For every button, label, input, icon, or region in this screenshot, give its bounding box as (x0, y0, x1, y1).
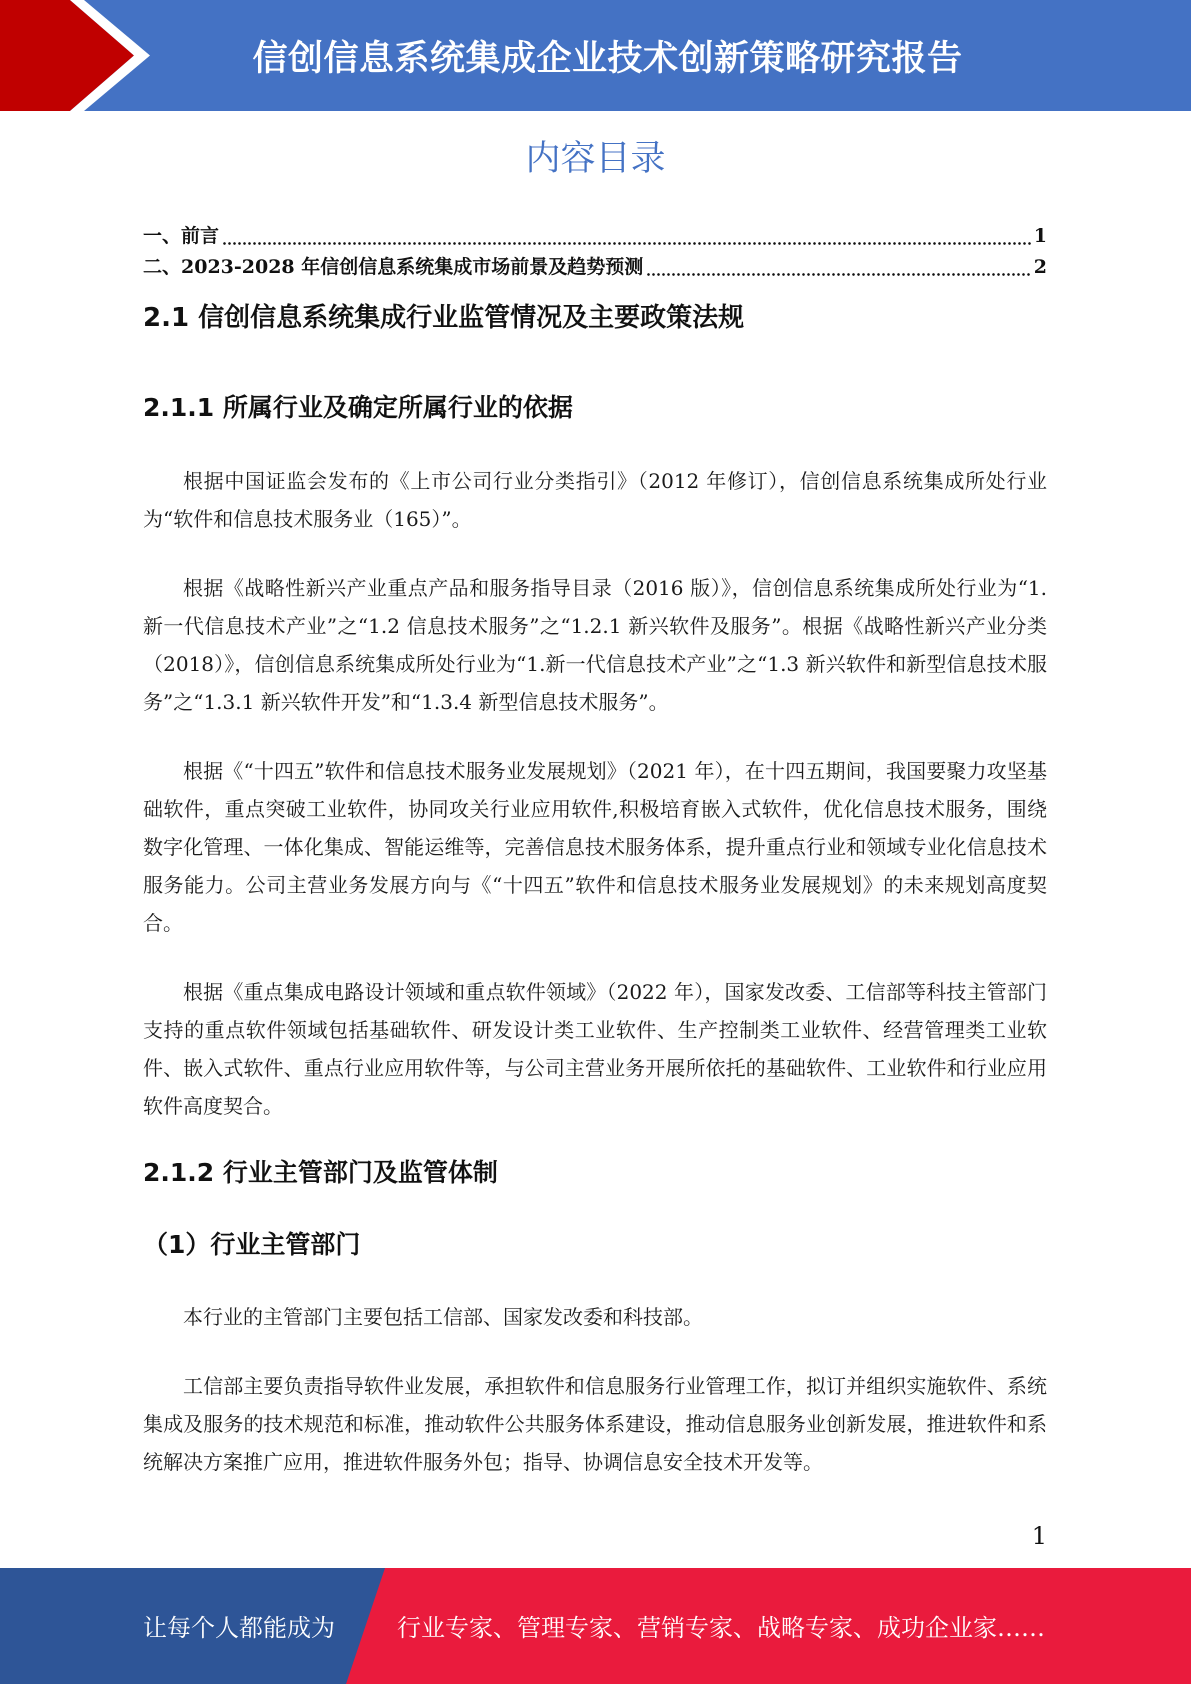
body-paragraph: 本行业的主管部门主要包括工信部、国家发改委和科技部。 (183, 1305, 703, 1329)
report-title: 信创信息系统集成企业技术创新策略研究报告 (252, 38, 963, 79)
main-content (143, 221, 1047, 1481)
body-paragraph: 根据《重点集成电路设计领域和重点软件领域》（2022 年），国家发改委、工信部等科技主管部门支持的重点软件领域包括基础软件、研发设计类工业软件、生产控制类工业软件、经营管理类工业软件、嵌入式软件、重点行业应用软件等，与公司主营业务开展所依托的基础软件、工业软件和行业应用软件高度契合。 (143, 980, 1047, 1118)
toc-list (143, 221, 1047, 283)
body-paragraph: 根据《“十四五”软件和信息技术服务业发展规划》（2021 年），在十四五期间，我国要聚力攻坚基础软件，重点突破工业软件，协同攻关行业应用软件,积极培育嵌入式软件，优化信息技术服务，围绕数字化管理、一体化集成、智能运维等，完善信息技术服务体系，提升重点行业和领域专业化信息技术服务能力。公司主营业务发展方向与《“十四五”软件和信息技术服务业发展规划》的未来规划高度契合。 (143, 759, 1047, 935)
toc-title: 内容目录 (525, 139, 666, 179)
body-paragraph: 根据《战略性新兴产业重点产品和服务指导目录（2016 版）》，信创信息系统集成所处行业为“1.新一代信息技术产业”之“1.2 信息技术服务”之“1.2.1 新兴软件及服务”。根据《战略性新兴产业分类（2018）》，信创信息系统集成所处行业为“1.新一代信息技术产业”之“1.3 新兴软件和新型信息技术服务”之“1.3.1 新兴软件开发”和“1.3.4 新型信息技术服务”。 (143, 576, 1047, 714)
toc-item-label: 一、前言 (143, 225, 220, 247)
header-banner (0, 0, 1191, 111)
footer-slogan-right: 行业专家、管理专家、营销专家、战略专家、成功企业家…… (397, 1614, 1045, 1642)
toc-item[interactable] (143, 221, 1047, 252)
page-number: 1 (1031, 1522, 1047, 1550)
body-paragraph: 工信部主要负责指导软件业发展，承担软件和信息服务行业管理工作，拟订并组织实施软件、系统集成及服务的技术规范和标准，推动软件公共服务体系建设，推动信息服务业创新发展，推进软件和系统解决方案推广应用，推进软件服务外包；指导、协调信息安全技术开发等。 (143, 1374, 1047, 1474)
subsection-heading: （1）行业主管部门 (143, 1230, 361, 1259)
section-heading-2-1-2: 2.1.2 行业主管部门及监管体制 (143, 1158, 498, 1187)
toc-item-page: 1 (1033, 225, 1047, 247)
footer-banner (0, 1568, 1191, 1684)
toc-item[interactable] (143, 252, 1047, 283)
footer-slogan-left: 让每个人都能成为 (143, 1614, 335, 1642)
toc-leader-dots (222, 236, 1031, 246)
body-paragraph: 根据中国证监会发布的《上市公司行业分类指引》（2012 年修订），信创信息系统集成所处行业为“软件和信息技术服务业（165）”。 (143, 469, 1047, 531)
section-heading-2-1-1: 2.1.1 所属行业及确定所属行业的依据 (143, 393, 573, 422)
section-heading-2-1: 2.1 信创信息系统集成行业监管情况及主要政策法规 (143, 303, 745, 333)
toc-item-label: 二、2023-2028 年信创信息系统集成市场前景及趋势预测 (143, 256, 644, 278)
toc-item-page: 2 (1033, 256, 1047, 278)
toc-leader-dots (646, 267, 1031, 277)
